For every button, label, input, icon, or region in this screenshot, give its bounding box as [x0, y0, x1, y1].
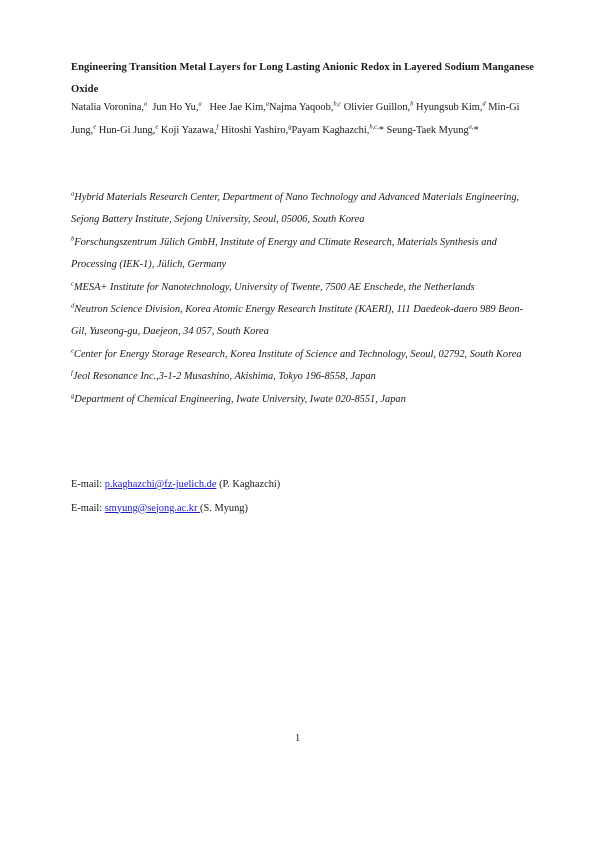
author-affiliation-marker: b,c,	[369, 123, 379, 131]
author-name: Koji Yazawa,	[160, 124, 217, 136]
affiliation-text: MESA+ Institute for Nanotechnology, University of Twente, 7500 AE Enschede, the Netherlands	[73, 281, 475, 293]
author-separator: *	[473, 124, 479, 136]
author-entry	[344, 102, 416, 113]
author-entry	[152, 102, 209, 113]
author-name: Hun-Gi Jung,	[98, 124, 156, 136]
author-separator	[202, 102, 210, 113]
affiliation-marker: b	[71, 235, 75, 243]
author-affiliation-marker: g	[288, 123, 292, 131]
email-owner: (P. Kaghazchi)	[216, 479, 281, 490]
affiliation-item	[71, 299, 536, 344]
email-line	[71, 497, 536, 521]
email-link[interactable]: p.kaghazchi@fz-juelich.de	[104, 479, 217, 490]
affiliation-item	[71, 366, 536, 388]
author-entry	[291, 125, 386, 136]
author-affiliation-marker: e	[155, 123, 159, 131]
email-list	[71, 473, 536, 520]
affiliation-item	[71, 344, 536, 366]
affiliation-item	[71, 389, 536, 411]
affiliation-text: Department of Chemical Engineering, Iwate University, Iwate 020-8551, Japan	[74, 393, 406, 405]
author-name: Najma Yaqoob,	[269, 102, 334, 113]
author-name: Payam Kaghazchi,	[291, 124, 370, 136]
affiliation-text: Jeol Resonance Inc.,3-1-2 Musashino, Akishima, Tokyo 196-8558, Japan	[72, 371, 376, 383]
affiliation-text: Forschungszentrum Jülich GmbH, Institute of Energy and Climate Research, Materials Synthesis and Processing (IEK-1), Jülich, Germany	[71, 236, 497, 271]
affiliation-text: Center for Energy Storage Research, Korea Institute of Science and Technology, Seoul, 02792, South Korea	[73, 348, 522, 360]
author-entry	[99, 125, 161, 136]
email-line	[71, 473, 536, 497]
affiliation-marker: g	[71, 392, 75, 400]
author-name: Olivier Guillon,	[343, 102, 411, 113]
author-name: Seung-Taek Myung	[386, 124, 469, 136]
author-entry	[269, 102, 344, 113]
author-entry	[161, 125, 221, 136]
author-affiliation-marker: b,c	[333, 100, 342, 108]
affiliation-text: Hybrid Materials Research Center, Department of Nano Technology and Advanced Materials Engineering, Sejong Battery Institute, Sejong University, Seoul, 05006, South Korea	[71, 192, 520, 226]
author-affiliation-marker: a,	[468, 123, 474, 131]
author-list	[71, 97, 541, 142]
email-link[interactable]: smyung@sejong.ac.kr	[104, 502, 201, 514]
author-name: Hee Jae Kim,	[209, 102, 266, 113]
author-name: Jun Ho Yu,	[152, 102, 199, 113]
author-entry	[71, 102, 152, 113]
author-affiliation-marker: b	[410, 100, 414, 108]
author-name: Hitoshi Yashiro,	[220, 124, 289, 136]
paper-title: Engineering Transition Metal Layers for Long Lasting Anionic Redox in Layered Sodium Manganese Oxide	[71, 62, 535, 95]
author-name: Natalia Voronina,	[71, 102, 144, 113]
affiliation-list	[71, 187, 536, 411]
affiliation-item	[71, 232, 536, 277]
author-separator: *	[378, 124, 387, 136]
author-entry	[416, 102, 488, 113]
affiliation-marker: a	[71, 190, 75, 198]
author-name: Min-Gi Jung,	[71, 102, 520, 136]
affiliation-marker: d	[71, 302, 75, 310]
affiliation-marker: c	[71, 280, 74, 288]
author-affiliation-marker: e	[93, 123, 97, 131]
author-affiliation-marker: a	[143, 100, 148, 108]
affiliation-marker: e	[71, 347, 74, 355]
affiliation-item	[71, 187, 536, 232]
author-entry	[210, 102, 270, 113]
affiliation-marker: f	[71, 369, 73, 377]
author-affiliation-marker: a	[198, 100, 202, 108]
author-entry	[387, 125, 479, 136]
page-number: 1	[295, 733, 301, 744]
email-owner: (S. Myung)	[200, 502, 248, 514]
author-entry	[221, 125, 292, 136]
author-affiliation-marker: a	[265, 100, 270, 108]
author-affiliation-marker: d	[482, 100, 486, 108]
email-label: E-mail:	[71, 502, 105, 514]
email-label: E-mail:	[71, 479, 105, 490]
affiliation-item	[71, 277, 536, 299]
author-name: Hyungsub Kim,	[416, 102, 483, 113]
author-affiliation-marker: f	[216, 123, 219, 131]
affiliation-text: Neutron Science Division, Korea Atomic Energy Research Institute (KAERI), 111 Daedeok-daero 989 Beon-Gil, Yuseong-gu, Daejeon, 34 057, South Korea	[71, 304, 524, 338]
